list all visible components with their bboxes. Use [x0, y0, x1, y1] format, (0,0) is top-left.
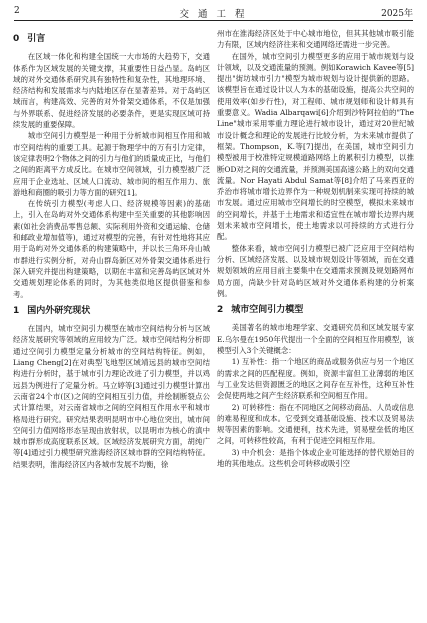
paragraph: 1) 互补性：指一个地区的商品或服务供应与另一个地区的需求之间的匹配程度。例如，资源丰富但工业薄弱的地区与工业发达但资源匮乏的地区之间存在互补性，这种互补性会促使两地之间产生经济联系和空间相互作用。: [217, 357, 414, 401]
paragraph: 在传统引力模型(考虑人口、经济规模等因素)的基础上，引入在岛屿对外交通体系构建中至关重要的其他影响因素(如社会消费品零售总额、实际利用外资和交通运输、仓储和邮政业增加值等)，通过对模型的完善，有针对性地将其应用于岛屿对外交通体系的构建策略中，并以长三角环舟山城市群进行实例分析，对舟山群岛新区对外骨架交通体系进行深入研究并提出构建策略，以期在丰富和完善岛屿区域对外交通规划理论体系的同时，为其他类似地区提供借鉴和参考。: [13, 199, 210, 299]
page-number: 2: [14, 6, 20, 16]
paragraph: 在国内，城市空间引力模型在城市空间结构分析与区域经济发展研究等领域的应用较为广泛。城市空间结构分析即通过空间引力模型定量分析城市的空间结构特征。例如，Liang Cheng[2]在对典型飞地型区域靖远县的城市空间结构进行分析时，基于城市引力理论改进了引力模型，并以鸡远县为例进行了定量分析。马立婷等[3]通过引力模型计算出云南省24个市(区)之间的空间相互引力值，并绘制断裂点公式计算结果，对云南省城市之间的空间相互作用水平和城市格局进行研究。研究结果表明昆明市中心地位突出，城市间空间引力值网络形态呈现由放射状，以昆明市为核心的滇中城市群形成高度联系区域。区域经济发展研究方面，胡纯广等[4]通过引力模型研究淮海经济区城市群的空间结构特征。结果表明，淮海经济区内各城市发展不均衡，徐: [13, 324, 210, 469]
page-header: [14, 2, 413, 21]
section-heading-research-status: [13, 306, 210, 317]
right-column: [217, 28, 414, 469]
section-heading-gravity-model: [217, 305, 414, 316]
paragraph: 在区域一体化和构建全国统一大市场的大趋势下，交通体系作为区域发展的关键支撑，其重要性日益凸显。岛屿区域的对外交通体系研究具有独特性和复杂性，其地理环境、经济结构和发展需求与内陆地区存在显著差异。对于岛屿区域而言，构建高效、完善的对外骨架交通体系，不仅是加强与外界联系、促进经济发展的必要条件，更是实现区域可持续发展的重要保障。: [13, 52, 210, 130]
section-heading-intro: [13, 34, 210, 45]
journal-year: 2025年: [381, 9, 413, 19]
left-column: [13, 28, 210, 470]
section-title: 国内外研究现状: [27, 305, 91, 316]
paragraph: 美国著名的城市地理学家、交通研究员和区域发展专家E.乌尔曼在1950年代提出一个全面的空间相互作用模型，该模型引入3个关键概念：: [217, 323, 414, 356]
paragraph: 整体来看，城市空间引力模型已被广泛应用于空间结构分析、区域经济发展、以及城市规划设计等领域，而在交通规划领域的应用目前主要集中在交通需求预测及规划路网布局方面，尚缺少针对岛屿区域对外交通体系构建的分析案例。: [217, 243, 414, 298]
paragraph: 在国外，城市空间引力模型更多的应用于城市规划与设计领域，以及交通流量的预测。例如Korawich Kavee等[5]提出"街坊城市引力"模型为城市规划与设计提供新的思路。该模型旨在通过设计以人为本的基础设施，提高公共空间的使用效率(如步行性)，对工程师、城市规划师和设计师具有重要意义。Wadia Albarqawi[6]介绍到沙特阿拉伯的"The Line"城市采用零重力理论进行城市设计，通过对20世纪城市设计概念和理论的发展进行比较分析，为未来城市提供了框架。Thompson，K.等[7]提出，在美国，城市空间引力模型被用于校准特定规模道路网络上的累积引力模型，以推断OD对之间的交通流量，并预测美国高速公路上的双向交通流量。Nor Hayati Abdul Samat等[8]介绍了马来西亚的乔治市将城市增长边界作为一种规划机制来实现可持续的城市发展。通过应用城市空间增长的时空模型，模拟未来城市的空间增长，并基于土地需求和适宜性在城市增长边界内规划未来城市空间增长，使土地需求以可持续的方式进行分配。: [217, 51, 414, 242]
paragraph: 3) 中介机会：是指个体或企业可能选择的替代原始目的地的其他地点。这些机会可转移或吸引空: [217, 447, 414, 468]
section-number: 1: [13, 305, 20, 316]
paragraph: 城市空间引力模型是一种用于分析城市间相互作用和城市空间结构的重要工具。起源于物理学中的万有引力定律，该定律表明2个物体之间的引力与他们的质量成正比，与他们之间的距离平方成反比。在城市空间领域，引力模型被广泛应用于企业选址、区域人口流动、城市间的相互作用力、旅游地和商圈的吸引力等方面的研究[1]。: [13, 131, 210, 197]
section-title: 城市空间引力模型: [231, 305, 304, 316]
journal-name: 交 通 工 程: [179, 9, 248, 20]
paragraph: 2) 可转移性：指在不同地区之间移动商品、人员或信息的难易程度和成本。它受到交通基础设施、技术以及贸易法规等因素的影响。交通便利，技术先进，贸易壁垒低的地区之间，可转移性较高，有利于促进空间相互作用。: [217, 402, 414, 446]
section-number: 2: [217, 305, 224, 316]
section-number: 0: [13, 34, 20, 44]
paragraph: 州市在淮海经济区处于中心城市地位，但其其他城市吸引能力有限，区域内经济往来和交通网络还需进一步完善。: [217, 29, 414, 50]
section-title: 引言: [27, 34, 46, 44]
